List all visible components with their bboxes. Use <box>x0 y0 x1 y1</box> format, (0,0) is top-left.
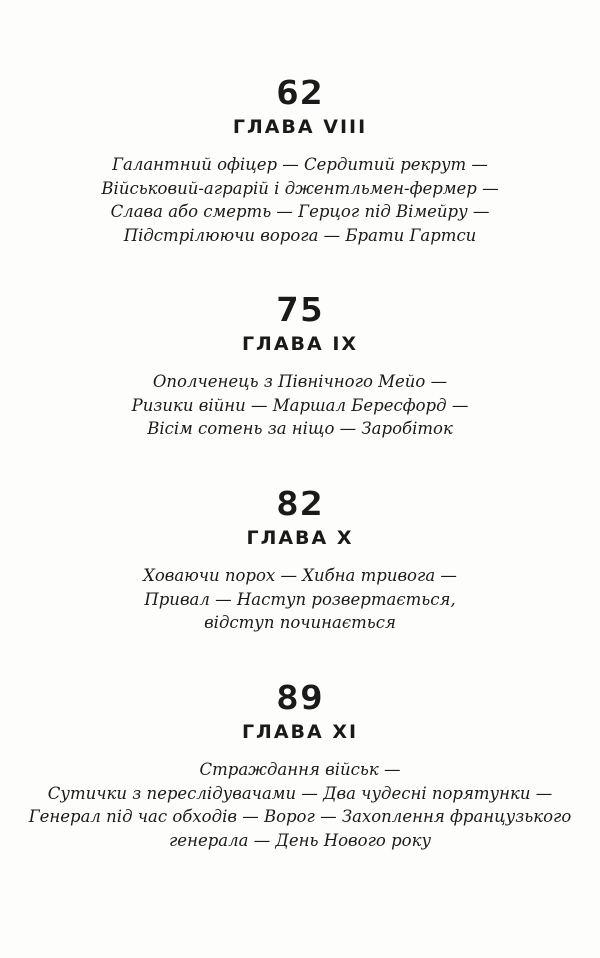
chapter-heading: ГЛАВА IX <box>241 333 359 355</box>
summary-line: Слава або смерть — Герцог під Вімейру — <box>110 202 490 221</box>
summary-line: Вісім сотень за ніщо — Заробіток <box>147 419 453 438</box>
chapter-summary <box>0 370 600 441</box>
chapter-entry-viii <box>0 75 600 247</box>
summary-line: Ризики війни — Маршал Бересфорд — <box>131 395 469 415</box>
summary-line: Військовий-аграрій і джентльмен-фермер — <box>101 178 499 198</box>
chapter-entry-ix <box>0 292 600 441</box>
page-number: 82 <box>275 484 325 523</box>
page-number: 89 <box>275 678 325 717</box>
chapter-summary <box>0 564 600 635</box>
page-number: 75 <box>275 290 325 329</box>
summary-line: відступ починається <box>204 613 396 632</box>
summary-line: Генерал під час обходів — Ворог — Захоплення французького <box>28 807 572 826</box>
chapter-entry-xi <box>0 680 600 852</box>
summary-line: Ховаючи порох — Хибна тривога — <box>143 566 457 585</box>
chapter-heading: ГЛАВА VIII <box>232 116 368 138</box>
summary-line: Привал — Наступ розвертається, <box>144 589 456 609</box>
chapter-heading: ГЛАВА X <box>246 527 354 549</box>
summary-line: Галантний офіцер — Сердитий рекрут — <box>112 155 488 174</box>
page-number: 62 <box>275 73 325 112</box>
summary-line: генерала — День Нового року <box>168 830 432 850</box>
chapter-entry-x <box>0 486 600 635</box>
chapter-heading: ГЛАВА XI <box>241 721 359 743</box>
summary-line: Страждання військ — <box>199 760 401 779</box>
chapter-summary <box>0 758 600 852</box>
summary-line: Сутички з переслідувачами — Два чудесні порятунки — <box>47 783 553 803</box>
chapter-summary <box>0 153 600 247</box>
summary-line: Підстрілюючи ворога — Брати Гартси <box>123 225 477 245</box>
summary-line: Ополченець з Північного Мейо — <box>152 372 448 391</box>
